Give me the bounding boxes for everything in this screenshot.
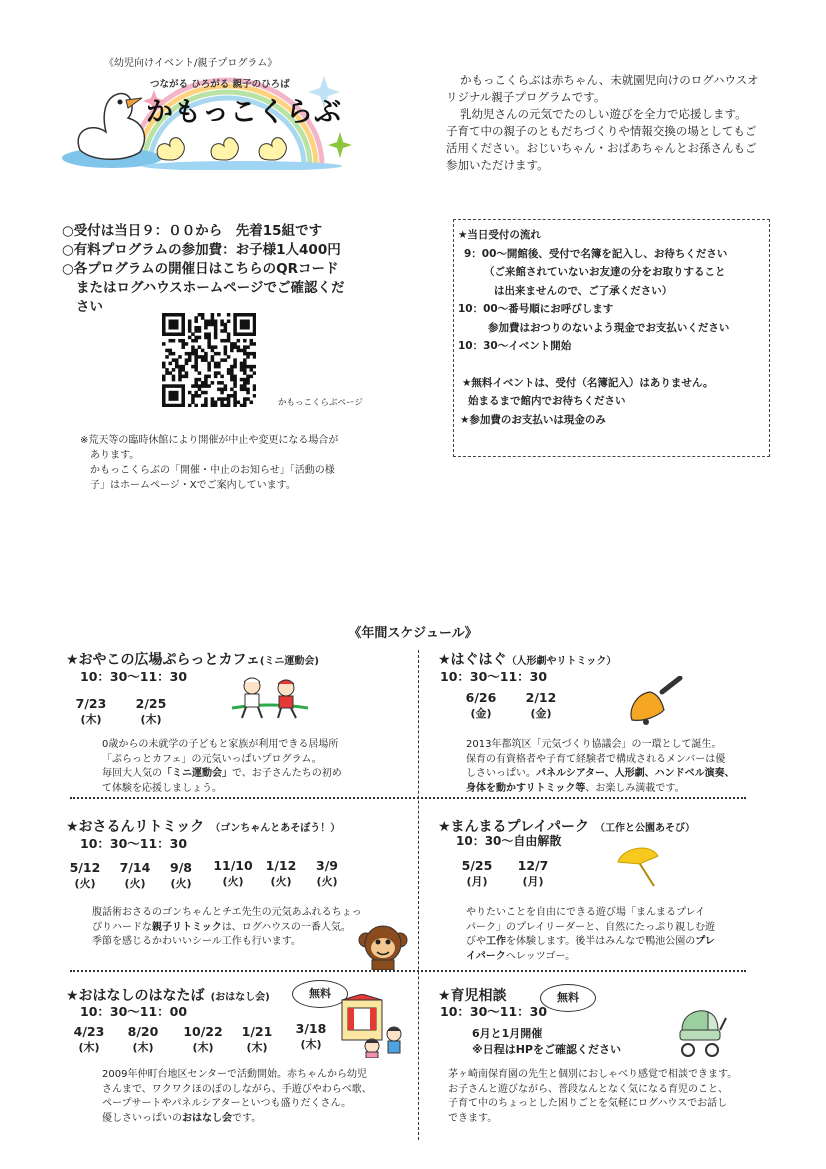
category-label: 《幼児向けイベント/親子プログラム》 xyxy=(104,58,278,69)
flow-line: 10：30～イベント開始 xyxy=(458,340,572,352)
note-line: かもっこくらぶの「開催・中止のお知らせ」「活動の様 xyxy=(90,465,335,476)
date-item xyxy=(518,690,564,722)
date-weekday: (木) xyxy=(140,713,162,726)
intro-line: リジナル親子プログラムです。 xyxy=(446,90,606,104)
desc-text: 毎回大人気の xyxy=(102,768,162,779)
program-subtitle: （工作と公園あそび） xyxy=(595,823,696,834)
desc-line: 季節を感じるかわいいシール工作も行います。 xyxy=(92,936,301,947)
date-weekday: (月) xyxy=(466,875,488,888)
info-block xyxy=(62,222,392,317)
program-title: ★おはなしのはなたば xyxy=(66,988,205,1004)
date-item xyxy=(258,858,304,890)
flow-line: は出来ませんので、ご了承ください） xyxy=(494,284,673,297)
puppet-theater-illustration xyxy=(338,994,404,1058)
column-divider xyxy=(418,650,419,1140)
date-day: 3/9 xyxy=(316,858,338,873)
desc-text: 、お楽しみ満載です。 xyxy=(585,782,685,794)
date-day: 6/26 xyxy=(465,690,497,705)
desc-line: パーク」のプレイリーダーと、自然にたっぷり親しむ遊 xyxy=(466,921,716,933)
date-item xyxy=(458,690,504,722)
date-weekday: (金) xyxy=(530,707,552,720)
info-dates-cont: またはログハウスホームページでご確認くだ xyxy=(76,280,345,296)
program-title: ★おやこの広場ぷらっとカフェ xyxy=(66,652,260,668)
date-day: 10/22 xyxy=(183,1024,223,1039)
note-line: ※日程はHPをご確認ください xyxy=(472,1043,621,1056)
date-item xyxy=(510,858,556,890)
program-subtitle: (おはなし会) xyxy=(210,992,270,1003)
program-time: 10：30～11：00 xyxy=(80,1004,188,1019)
desc-line: 2013年都筑区「元気づくり協議会」の一環として誕生。 xyxy=(466,739,722,750)
program-plat-cafe xyxy=(66,649,319,669)
desc-text: です。 xyxy=(232,1112,262,1124)
intro-line: 乳幼児さんの元気でたのしい遊びを全力で応援します。 xyxy=(460,107,747,121)
desc-line: ペープサートやパネルシアターといつも盛りだくさん。 xyxy=(102,1098,352,1109)
intro-line: 活用ください。おじいちゃん・おばあちゃんとお孫さんもご xyxy=(446,141,757,155)
program-description xyxy=(92,906,392,950)
date-weekday: (火) xyxy=(222,875,244,888)
desc-highlight: 身体を動かすリトミック等 xyxy=(466,782,586,794)
desc-line: さんまで、ワクワクほのぼのしながら、手遊びやわらべ歌、 xyxy=(102,1083,372,1095)
date-weekday: (木) xyxy=(80,713,102,726)
date-item xyxy=(454,858,500,890)
desc-line: 保育の有資格者や子育て経験者で構成されるメンバーは優 xyxy=(466,753,726,765)
free-badge: 無料 xyxy=(540,984,596,1012)
note-line: 子」はホームページ・Xでご案内しています。 xyxy=(90,480,296,491)
info-dates: ○各プログラムの開催日はこちらのQRコード xyxy=(62,261,339,277)
date-weekday: (火) xyxy=(74,877,96,890)
closure-note xyxy=(80,433,380,493)
desc-text: を体験します。後半はみんなで鴨池公園の xyxy=(506,936,696,947)
desc-line: 2009年仲町台地区センターで活動開始。赤ちゃんから幼児 xyxy=(102,1069,368,1080)
desc-text: は、ログハウスの一番人気。 xyxy=(221,921,351,933)
desc-line: お子さんと遊びながら、普段なんとなく気になる育児のこと、 xyxy=(448,1083,728,1095)
program-time: 10：30～11：30 xyxy=(80,669,188,684)
row-divider xyxy=(70,970,746,972)
desc-line xyxy=(466,782,766,797)
desc-highlight: イパーク xyxy=(466,950,506,962)
desc-line: やりたいことを自由にできる遊び場「まんまるプレイ xyxy=(466,907,706,918)
desc-highlight: 親子リトミック xyxy=(152,921,222,933)
desc-line xyxy=(466,767,766,782)
date-item xyxy=(62,860,108,892)
date-item xyxy=(66,1024,112,1056)
flow-line: 参加費はおつりのないよう現金でお支払いください xyxy=(488,321,730,334)
desc-line xyxy=(92,921,392,936)
desc-line xyxy=(102,767,402,782)
program-description xyxy=(466,906,766,964)
date-day: 3/18 xyxy=(295,1021,327,1036)
qr-code-image xyxy=(162,313,256,407)
program-time: 10：30～自由解散 xyxy=(456,834,562,848)
date-day: 7/23 xyxy=(75,696,107,711)
date-item xyxy=(210,858,256,890)
date-weekday: (火) xyxy=(316,875,338,888)
date-weekday: (火) xyxy=(170,877,192,890)
info-fee: ○有料プログラムの参加費：お子様1人400円 xyxy=(62,242,341,258)
date-day: 5/12 xyxy=(69,860,101,875)
program-time: 10：30～11：30 xyxy=(440,669,548,684)
ginkgo-leaf-icon xyxy=(614,840,662,888)
logo-title: かもっこくらぶ xyxy=(146,97,342,128)
flow-line: ★無料イベントは、受付（名簿記入）はありません。 xyxy=(462,376,714,389)
date-weekday: (木) xyxy=(246,1041,268,1054)
date-day: 4/23 xyxy=(73,1024,105,1039)
date-day: 7/14 xyxy=(119,860,151,875)
desc-line: 「ぷらっとカフェ」の元気いっぱいプログラム。 xyxy=(102,753,322,765)
desc-highlight: パネルシアター、人形劇、ハンドベル演奏、 xyxy=(536,768,735,779)
free-badge: 無料 xyxy=(292,980,348,1008)
program-description xyxy=(102,1068,402,1126)
date-weekday: (火) xyxy=(270,875,292,888)
date-day: 5/25 xyxy=(461,858,493,873)
program-title: ★まんまるプレイパーク xyxy=(438,819,590,835)
stroller-icon xyxy=(674,1004,728,1060)
program-title: ★育児相談 xyxy=(438,988,507,1004)
date-weekday: (月) xyxy=(522,875,544,888)
flow-title: ★当日受付の流れ xyxy=(458,229,541,241)
monkey-icon xyxy=(358,922,408,970)
date-item xyxy=(68,696,114,728)
note-line: あります。 xyxy=(90,450,140,461)
logo-tagline: つながる ひろがる 親子のひろば xyxy=(150,79,290,90)
program-title: ★はぐはぐ xyxy=(438,652,507,668)
date-day: 2/25 xyxy=(135,696,167,711)
flow-line: ★参加費のお支払いは現金のみ xyxy=(460,413,606,426)
program-description xyxy=(102,738,402,796)
intro-line: 子育て中の親子のともだちづくりや情報交換の場としてもご xyxy=(446,124,757,138)
date-weekday: (火) xyxy=(124,877,146,890)
note-line: 6月と1月開催 xyxy=(472,1027,543,1040)
qr-caption: かもっこくらぶページ xyxy=(278,398,363,408)
date-day: 8/20 xyxy=(127,1024,159,1039)
desc-highlight: おはなし会 xyxy=(182,1112,232,1124)
program-osarun-rhythmic xyxy=(66,816,340,836)
desc-text: 優しさいっぱいの xyxy=(102,1112,182,1124)
date-weekday: (木) xyxy=(132,1041,154,1054)
program-haguhagu xyxy=(438,649,616,669)
date-day: 2/12 xyxy=(525,690,557,705)
desc-highlight: 「ミニ運動会」 xyxy=(162,768,232,779)
desc-line: 茅ヶ崎南保育園の先生と個別におしゃべり感覚で相談できます。 xyxy=(448,1069,738,1080)
program-time: 10：30～11：30 xyxy=(440,1004,548,1019)
date-item xyxy=(180,1024,226,1056)
intro-line: かもっこくらぶは赤ちゃん、未就園児向けのログハウスオ xyxy=(460,73,759,87)
date-item xyxy=(158,860,204,892)
desc-text: しさいっぱい。 xyxy=(466,768,536,779)
desc-line xyxy=(102,1112,402,1127)
date-item xyxy=(234,1024,280,1056)
desc-line: 腹話術おさるのゴンちゃんとチエ先生の元気あふれるちょっ xyxy=(92,907,362,918)
program-description xyxy=(466,738,766,796)
flow-line: 10：00～番号順にお呼びします xyxy=(458,303,614,315)
info-dates-cont2: さい xyxy=(76,299,103,315)
date-item xyxy=(112,860,158,892)
program-subtitle: (ミニ運動会) xyxy=(259,656,319,667)
program-description xyxy=(448,1068,768,1126)
consultation-schedule-note xyxy=(472,1026,621,1058)
date-item xyxy=(304,858,350,890)
intro-text xyxy=(446,72,786,174)
date-item xyxy=(120,1024,166,1056)
date-day: 12/7 xyxy=(517,858,549,873)
date-item xyxy=(288,1021,334,1053)
date-weekday: (金) xyxy=(470,707,492,720)
kids-running-illustration xyxy=(230,672,310,722)
desc-text: ぴりハードな xyxy=(92,921,152,933)
row-divider xyxy=(70,797,746,799)
program-title: ★おさるんリトミック xyxy=(66,819,205,835)
schedule-title: 《年間スケジュール》 xyxy=(348,626,478,641)
desc-line: できます。 xyxy=(448,1112,498,1124)
info-reception: ○受付は当日９：００から 先着15組です xyxy=(62,223,323,239)
date-day: 11/10 xyxy=(213,858,253,873)
date-weekday: (木) xyxy=(300,1038,322,1051)
desc-highlight: プレ xyxy=(695,936,715,947)
desc-line: 0歳からの未就学の子どもと家族が利用できる居場所 xyxy=(102,739,339,750)
desc-text: で、お子さんたちの初め xyxy=(232,768,342,779)
desc-line xyxy=(466,950,766,965)
desc-line: 子育て中のちょっとした困りごとを気軽にログハウスでお話し xyxy=(448,1098,728,1109)
date-day: 1/21 xyxy=(241,1024,273,1039)
desc-text: びや xyxy=(466,936,486,947)
date-day: 9/8 xyxy=(170,860,192,875)
reception-flow xyxy=(458,226,768,429)
flow-line: 9：00～開館後、受付で名簿を記入し、お待ちください xyxy=(464,247,728,260)
program-subtitle: （ゴンちゃんとあそぼう！） xyxy=(210,823,341,834)
flow-line: （ご来館されていないお友達の分をお取りすること xyxy=(484,266,726,278)
flow-line: 始まるまで館内でお待ちください xyxy=(468,395,626,407)
bell-icon xyxy=(624,676,684,728)
note-line: ※荒天等の臨時休館により開催が中止や変更になる場合が xyxy=(80,435,339,446)
date-day: 1/12 xyxy=(265,858,297,873)
program-time: 10：30～11：30 xyxy=(80,836,188,851)
desc-line xyxy=(466,935,766,950)
qr-code[interactable] xyxy=(162,313,256,407)
date-weekday: (木) xyxy=(78,1041,100,1054)
desc-line: て体験を応援しましょう。 xyxy=(102,782,222,794)
program-subtitle: （人形劇やリトミック） xyxy=(506,656,617,667)
date-weekday: (木) xyxy=(192,1041,214,1054)
intro-line: 参加いただけます。 xyxy=(446,158,549,172)
desc-text: へレッツゴー。 xyxy=(505,950,576,962)
desc-highlight: 工作 xyxy=(486,936,506,947)
date-item xyxy=(128,696,174,728)
